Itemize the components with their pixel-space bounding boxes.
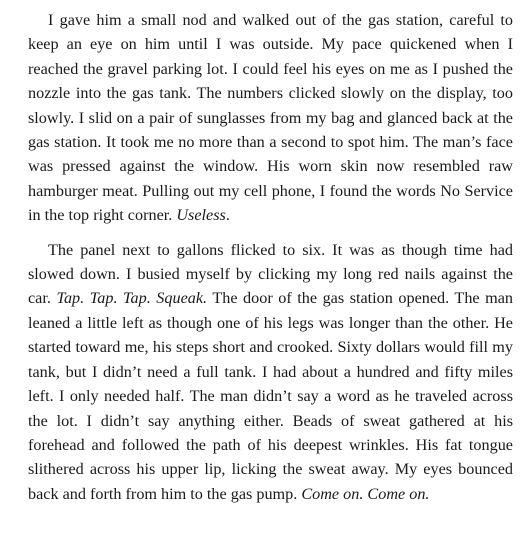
paragraph-2-italic-come-on: Come on. Come on. [301, 484, 430, 503]
paragraph-2-italic-tap: Tap. Tap. Tap. Squeak. [56, 289, 208, 308]
paragraph-2-text-start: The panel next to gallons flicked to six. It was as though time had slowed down. I busied myself by clicking my long red nails against the car. [28, 240, 513, 308]
paragraph-1-italic-useless: Useless [176, 206, 226, 225]
paragraph-1-text: I gave him a small nod and walked out of the gas station, careful to keep an eye on him until I was outside. My pace quickened when I reached the gravel parking lot. I could feel his eyes on me as I pushed the nozzle into the gas tank. The numbers clicked slowly on the display, too slowly. I slid on a pair of sunglasses from my bag and glanced back at the gas station. It took me no more than a second to spot him. The man’s face was pressed against the window. His worn skin now resembled raw hamburger meat. Pulling out my cell phone, I found the words No Service in the top right corner. [28, 11, 513, 225]
paragraph-2-text-middle: The door of the gas station opened. The man leaned a little left as though one of his legs was longer than the other. He started toward me, his steps short and crooked. Sixty dollars would fill my tank, but I didn’t need a full tank. I had about a hundred and fifty miles left. I only needed half. The man didn’t say a word as he traveled across the lot. I didn’t say anything either. Beads of sweat gathered at his forehead and followed the path of his deepest wrinkles. His fat tongue slithered across his upper lip, licking the sweat away. My eyes bounced back and forth from him to the gas pump. [28, 289, 513, 503]
paragraph-1 [28, 8, 513, 228]
paragraph-2 [28, 238, 513, 506]
paragraph-1-end: . [225, 206, 230, 225]
